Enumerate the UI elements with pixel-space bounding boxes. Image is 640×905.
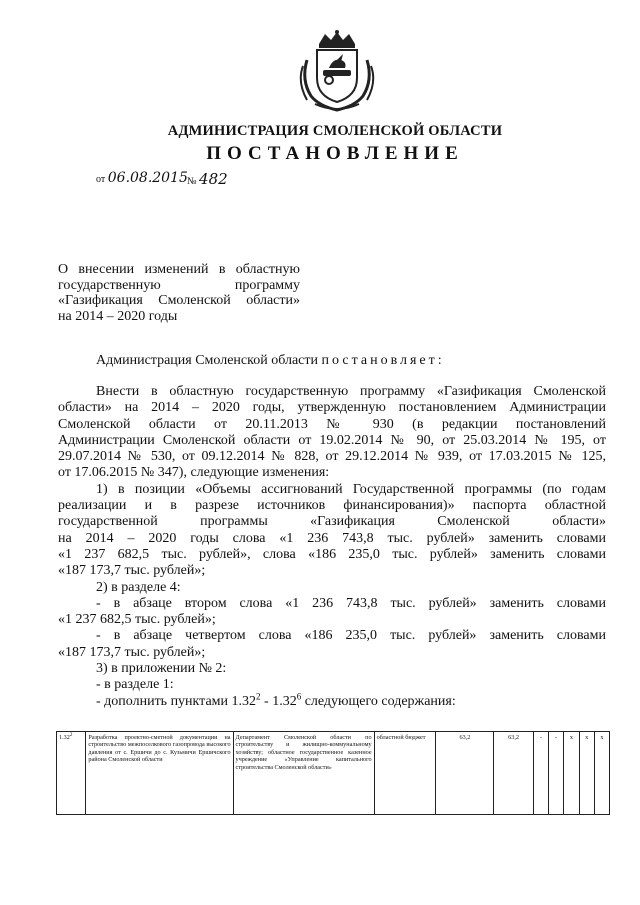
paragraph-main bbox=[58, 384, 606, 710]
text-line: 29.07.2014 № 530, от 09.12.2014 № 828, от 29.12.2014 № 939, от 17.03.2015 № 125, bbox=[58, 449, 606, 465]
decree-intro bbox=[96, 353, 445, 369]
text-line: - в абзаце втором слова «1 236 743,8 тыс. рублей» заменить словами bbox=[96, 595, 606, 611]
table-cell-total: 63,2 bbox=[436, 732, 494, 815]
date-prefix: от bbox=[96, 174, 106, 185]
text-line bbox=[58, 690, 606, 710]
text-fragment: следующего содержания: bbox=[301, 693, 456, 709]
table-cell: х bbox=[564, 732, 579, 815]
text-line: реализации и в разрезе источников финансирования)» паспорта областной bbox=[58, 498, 606, 514]
document-type-title: ПОСТАНОВЛЕНИЕ bbox=[206, 143, 464, 164]
decree-word: постановляет: bbox=[321, 353, 445, 368]
subject-line: на 2014 – 2020 годы bbox=[58, 308, 178, 324]
number-prefix: № bbox=[187, 176, 197, 187]
text-line: «1 237 682,5 тыс. рублей», слова «186 235,0 тыс. рублей» заменить словами bbox=[58, 546, 606, 562]
text-line: области» на 2014 – 2020 годы, утвержденную постановлением Администрации bbox=[58, 400, 606, 416]
subject-line: «Газификация Смоленской области» bbox=[58, 293, 300, 308]
text-fragment: - 1.32 bbox=[260, 693, 297, 709]
date-value: 06.08.2015 bbox=[107, 170, 188, 186]
subject-line bbox=[58, 278, 300, 294]
text-line: Администрации Смоленской области от 19.02.2014 № 90, от 25.03.2014 № 195, от bbox=[58, 432, 606, 448]
table-cell: х bbox=[579, 732, 594, 815]
table-cell: - bbox=[533, 732, 548, 815]
text-line: Внести в областную государственную программу «Газификация Смоленской bbox=[96, 384, 606, 399]
superscript: 2 bbox=[69, 732, 73, 738]
table-cell-source: областной бюджет bbox=[374, 732, 436, 815]
table-cell-executor: Департамент Смоленской области по строительству и жилищно-коммунальному хозяйству; областное государственное казенное учреждение «Управление капитального строительства Смоленской области» bbox=[233, 732, 374, 815]
table-row bbox=[57, 732, 610, 815]
table-cell: х bbox=[594, 732, 609, 815]
text-fragment: - дополнить пунктами 1.32 bbox=[96, 693, 257, 709]
table-cell: - bbox=[549, 732, 564, 815]
superscript: 2 bbox=[256, 690, 261, 701]
subject-word: государственную bbox=[58, 277, 161, 293]
subject-line: О внесении изменений в областную bbox=[58, 262, 300, 277]
coat-of-arms-emblem bbox=[297, 30, 377, 112]
text-line: «187 173,7 тыс. рублей»; bbox=[58, 644, 206, 660]
text-line: Смоленской области от 20.11.2013 № 930 (в редакции постановлений bbox=[58, 416, 606, 432]
table-cell-year: 63,2 bbox=[494, 732, 534, 815]
document-subject bbox=[58, 262, 300, 324]
cell-text: 1.32 bbox=[59, 734, 70, 741]
decree-intro-text: Администрация Смоленской области bbox=[96, 353, 319, 368]
table-cell-name: Разработка проектно-сметной документации на строительство межпоселкового газопровода высокого давления от с. Ершичи до с. Кузьмичи Ершичского района Смоленской области bbox=[86, 732, 233, 815]
text-line: 1) в позиции «Объемы ассигнований Государственной программы (по годам bbox=[96, 481, 606, 497]
table-cell-num bbox=[57, 732, 86, 815]
text-line: от 17.06.2015 № 347), следующие изменения: bbox=[58, 465, 330, 481]
text-line: - в абзаце четвертом слова «186 235,0 тыс. рублей» заменить словами bbox=[96, 628, 606, 644]
number-field bbox=[187, 170, 228, 188]
text-line: на 2014 – 2020 годы слова «1 236 743,8 тыс. рублей» заменить словами bbox=[58, 530, 606, 546]
text-line: 2) в разделе 4: bbox=[96, 579, 181, 595]
organization-name: АДМИНИСТРАЦИЯ СМОЛЕНСКОЙ ОБЛАСТИ bbox=[167, 123, 503, 139]
text-line: «187 173,7 тыс. рублей»; bbox=[58, 563, 206, 579]
text-line: - в разделе 1: bbox=[96, 677, 174, 693]
superscript: 6 bbox=[296, 690, 302, 701]
date-field bbox=[96, 170, 188, 186]
subject-word: программу bbox=[234, 277, 300, 293]
text-line: «1 237 682,5 тыс. рублей»; bbox=[58, 612, 216, 628]
text-line: государственной программы «Газификация Смоленской области» bbox=[58, 514, 606, 530]
text-line: 3) в приложении № 2: bbox=[96, 661, 227, 677]
program-table bbox=[56, 731, 610, 815]
number-value: 482 bbox=[199, 170, 228, 188]
